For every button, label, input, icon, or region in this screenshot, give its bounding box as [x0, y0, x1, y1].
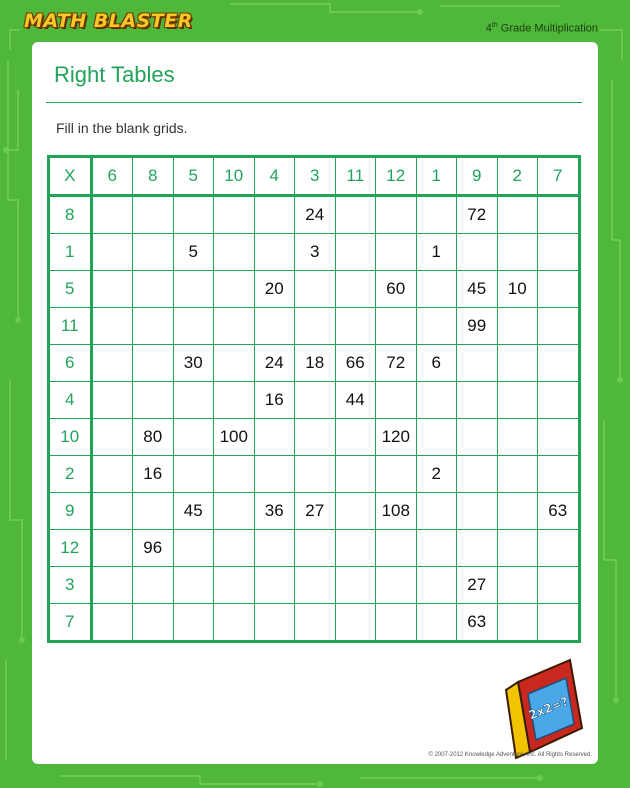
- blank-cell[interactable]: [254, 308, 295, 345]
- row-header: 7: [49, 604, 92, 642]
- blank-cell[interactable]: [416, 530, 457, 567]
- blank-cell[interactable]: [91, 234, 133, 271]
- product-cell: 108: [376, 493, 417, 530]
- grade-suffix: th: [491, 22, 498, 29]
- product-cell: 45: [457, 271, 498, 308]
- blank-cell[interactable]: [214, 567, 255, 604]
- table-row: [49, 604, 580, 642]
- blank-cell[interactable]: [497, 196, 538, 234]
- blank-cell[interactable]: [416, 271, 457, 308]
- blank-cell[interactable]: [214, 234, 255, 271]
- blank-cell[interactable]: [376, 196, 417, 234]
- product-cell: 1: [416, 234, 457, 271]
- row-header: 9: [49, 493, 92, 530]
- instructions: Fill in the blank grids.: [56, 120, 188, 136]
- table-row: [49, 271, 580, 308]
- row-header: 10: [49, 419, 92, 456]
- blank-cell[interactable]: [335, 604, 376, 642]
- blank-cell[interactable]: [295, 530, 336, 567]
- table-row: [49, 493, 580, 530]
- blank-cell[interactable]: [538, 456, 580, 493]
- blank-cell[interactable]: [376, 234, 417, 271]
- blank-cell[interactable]: [173, 530, 214, 567]
- math-blaster-logo: MATH BLASTER: [24, 10, 193, 32]
- column-header: 8: [133, 157, 174, 196]
- product-cell: 27: [295, 493, 336, 530]
- blank-cell[interactable]: [91, 604, 133, 642]
- blank-cell[interactable]: [538, 271, 580, 308]
- blank-cell[interactable]: [376, 567, 417, 604]
- column-header: 10: [214, 157, 255, 196]
- blank-cell[interactable]: [254, 456, 295, 493]
- blank-cell[interactable]: [214, 456, 255, 493]
- row-header: 11: [49, 308, 92, 345]
- blank-cell[interactable]: [457, 382, 498, 419]
- blank-cell[interactable]: [416, 382, 457, 419]
- blank-cell[interactable]: [538, 419, 580, 456]
- blank-cell[interactable]: [254, 234, 295, 271]
- blank-cell[interactable]: [214, 345, 255, 382]
- row-header: 3: [49, 567, 92, 604]
- blank-cell[interactable]: [214, 382, 255, 419]
- blank-cell[interactable]: [538, 196, 580, 234]
- product-cell: 36: [254, 493, 295, 530]
- product-cell: 6: [416, 345, 457, 382]
- blank-cell[interactable]: [538, 604, 580, 642]
- blank-cell[interactable]: [133, 493, 174, 530]
- product-cell: 27: [457, 567, 498, 604]
- header-row: [49, 157, 580, 196]
- copyright-notice: © 2007-2012 Knowledge Adventure, Inc. All Rights Reserved.: [428, 752, 592, 758]
- blank-cell[interactable]: [173, 456, 214, 493]
- blank-cell[interactable]: [497, 456, 538, 493]
- table-row: [49, 567, 580, 604]
- blank-cell[interactable]: [457, 530, 498, 567]
- blank-cell[interactable]: [376, 382, 417, 419]
- blank-cell[interactable]: [91, 493, 133, 530]
- blank-cell[interactable]: [295, 308, 336, 345]
- table-row: [49, 419, 580, 456]
- blank-cell[interactable]: [214, 493, 255, 530]
- blank-cell[interactable]: [376, 604, 417, 642]
- blank-cell[interactable]: [335, 196, 376, 234]
- blank-cell[interactable]: [538, 567, 580, 604]
- blank-cell[interactable]: [497, 493, 538, 530]
- blank-cell[interactable]: [416, 196, 457, 234]
- product-cell: 72: [457, 196, 498, 234]
- blank-cell[interactable]: [497, 382, 538, 419]
- blank-cell[interactable]: [133, 567, 174, 604]
- blank-cell[interactable]: [133, 604, 174, 642]
- grade-label: [486, 22, 598, 35]
- blank-cell[interactable]: [497, 345, 538, 382]
- math-book-icon: [500, 654, 590, 759]
- blank-cell[interactable]: [295, 604, 336, 642]
- product-cell: 66: [335, 345, 376, 382]
- table-row: [49, 530, 580, 567]
- blank-cell[interactable]: [254, 196, 295, 234]
- blank-cell[interactable]: [335, 308, 376, 345]
- blank-cell[interactable]: [335, 530, 376, 567]
- worksheet-card: [32, 42, 598, 764]
- blank-cell[interactable]: [173, 271, 214, 308]
- table-row: [49, 308, 580, 345]
- blank-cell[interactable]: [457, 456, 498, 493]
- blank-cell[interactable]: [295, 567, 336, 604]
- row-header: 5: [49, 271, 92, 308]
- blank-cell[interactable]: [133, 308, 174, 345]
- product-cell: 45: [173, 493, 214, 530]
- row-header: 6: [49, 345, 92, 382]
- blank-cell[interactable]: [91, 530, 133, 567]
- blank-cell[interactable]: [254, 530, 295, 567]
- blank-cell[interactable]: [173, 308, 214, 345]
- blank-cell[interactable]: [457, 419, 498, 456]
- table-row: [49, 456, 580, 493]
- blank-cell[interactable]: [335, 419, 376, 456]
- product-cell: 2: [416, 456, 457, 493]
- blank-cell[interactable]: [91, 567, 133, 604]
- blank-cell[interactable]: [91, 196, 133, 234]
- blank-cell[interactable]: [133, 345, 174, 382]
- column-header: 9: [457, 157, 498, 196]
- table-row: [49, 196, 580, 234]
- blank-cell[interactable]: [254, 604, 295, 642]
- column-header: 7: [538, 157, 580, 196]
- blank-cell[interactable]: [133, 382, 174, 419]
- column-header: 11: [335, 157, 376, 196]
- blank-cell[interactable]: [173, 604, 214, 642]
- blank-cell[interactable]: [538, 530, 580, 567]
- blank-cell[interactable]: [376, 456, 417, 493]
- blank-cell[interactable]: [538, 308, 580, 345]
- row-header: 4: [49, 382, 92, 419]
- corner-label: X: [49, 157, 92, 196]
- row-header: 1: [49, 234, 92, 271]
- product-cell: 44: [335, 382, 376, 419]
- blank-cell[interactable]: [416, 493, 457, 530]
- blank-cell[interactable]: [335, 493, 376, 530]
- book-cover-text: 2x2=?: [526, 694, 571, 723]
- blank-cell[interactable]: [254, 567, 295, 604]
- blank-cell[interactable]: [91, 345, 133, 382]
- blank-cell[interactable]: [416, 604, 457, 642]
- product-cell: 63: [538, 493, 580, 530]
- grade-number: 4: [485, 22, 492, 35]
- product-cell: 120: [376, 419, 417, 456]
- blank-cell[interactable]: [295, 419, 336, 456]
- blank-cell[interactable]: [214, 530, 255, 567]
- row-header: 8: [49, 196, 92, 234]
- blank-cell[interactable]: [335, 234, 376, 271]
- product-cell: 72: [376, 345, 417, 382]
- row-header: 12: [49, 530, 92, 567]
- column-header: 3: [295, 157, 336, 196]
- blank-cell[interactable]: [416, 567, 457, 604]
- blank-cell[interactable]: [214, 196, 255, 234]
- blank-cell[interactable]: [416, 308, 457, 345]
- table-row: [49, 234, 580, 271]
- product-cell: 3: [295, 234, 336, 271]
- title-divider: [46, 102, 582, 103]
- product-cell: 18: [295, 345, 336, 382]
- blank-cell[interactable]: [497, 234, 538, 271]
- column-header: 5: [173, 157, 214, 196]
- blank-cell[interactable]: [376, 308, 417, 345]
- blank-cell[interactable]: [497, 419, 538, 456]
- blank-cell[interactable]: [497, 604, 538, 642]
- grade-subject: Grade Multiplication: [500, 22, 598, 35]
- row-header: 2: [49, 456, 92, 493]
- blank-cell[interactable]: [173, 196, 214, 234]
- product-cell: 63: [457, 604, 498, 642]
- blank-cell[interactable]: [133, 271, 174, 308]
- blank-cell[interactable]: [133, 196, 174, 234]
- column-header: 6: [91, 157, 133, 196]
- blank-cell[interactable]: [173, 567, 214, 604]
- column-header: 2: [497, 157, 538, 196]
- product-cell: 30: [173, 345, 214, 382]
- product-cell: 10: [497, 271, 538, 308]
- blank-cell[interactable]: [214, 308, 255, 345]
- product-cell: 100: [214, 419, 255, 456]
- blank-cell[interactable]: [497, 530, 538, 567]
- blank-cell[interactable]: [335, 456, 376, 493]
- blank-cell[interactable]: [457, 345, 498, 382]
- column-header: 12: [376, 157, 417, 196]
- blank-cell[interactable]: [91, 456, 133, 493]
- blank-cell[interactable]: [538, 382, 580, 419]
- blank-cell[interactable]: [497, 308, 538, 345]
- blank-cell[interactable]: [497, 567, 538, 604]
- product-cell: 24: [254, 345, 295, 382]
- product-cell: 16: [254, 382, 295, 419]
- blank-cell[interactable]: [538, 234, 580, 271]
- blank-cell[interactable]: [173, 419, 214, 456]
- product-cell: 16: [133, 456, 174, 493]
- blank-cell[interactable]: [295, 382, 336, 419]
- column-header: 4: [254, 157, 295, 196]
- product-cell: 60: [376, 271, 417, 308]
- product-cell: 80: [133, 419, 174, 456]
- product-cell: 24: [295, 196, 336, 234]
- table-row: [49, 382, 580, 419]
- blank-cell[interactable]: [91, 308, 133, 345]
- blank-cell[interactable]: [254, 419, 295, 456]
- blank-cell[interactable]: [91, 382, 133, 419]
- blank-cell[interactable]: [416, 419, 457, 456]
- blank-cell[interactable]: [91, 271, 133, 308]
- blank-cell[interactable]: [457, 234, 498, 271]
- product-cell: 96: [133, 530, 174, 567]
- table-row: [49, 345, 580, 382]
- blank-cell[interactable]: [457, 493, 498, 530]
- blank-cell[interactable]: [214, 604, 255, 642]
- blank-cell[interactable]: [133, 234, 174, 271]
- product-cell: 5: [173, 234, 214, 271]
- product-cell: 20: [254, 271, 295, 308]
- multiplication-grid: [47, 155, 581, 643]
- blank-cell[interactable]: [335, 271, 376, 308]
- product-cell: 99: [457, 308, 498, 345]
- page-title: Right Tables: [54, 62, 175, 87]
- blank-cell[interactable]: [214, 271, 255, 308]
- blank-cell[interactable]: [173, 382, 214, 419]
- blank-cell[interactable]: [376, 530, 417, 567]
- blank-cell[interactable]: [335, 567, 376, 604]
- column-header: 1: [416, 157, 457, 196]
- blank-cell[interactable]: [295, 271, 336, 308]
- blank-cell[interactable]: [538, 345, 580, 382]
- blank-cell[interactable]: [295, 456, 336, 493]
- blank-cell[interactable]: [91, 419, 133, 456]
